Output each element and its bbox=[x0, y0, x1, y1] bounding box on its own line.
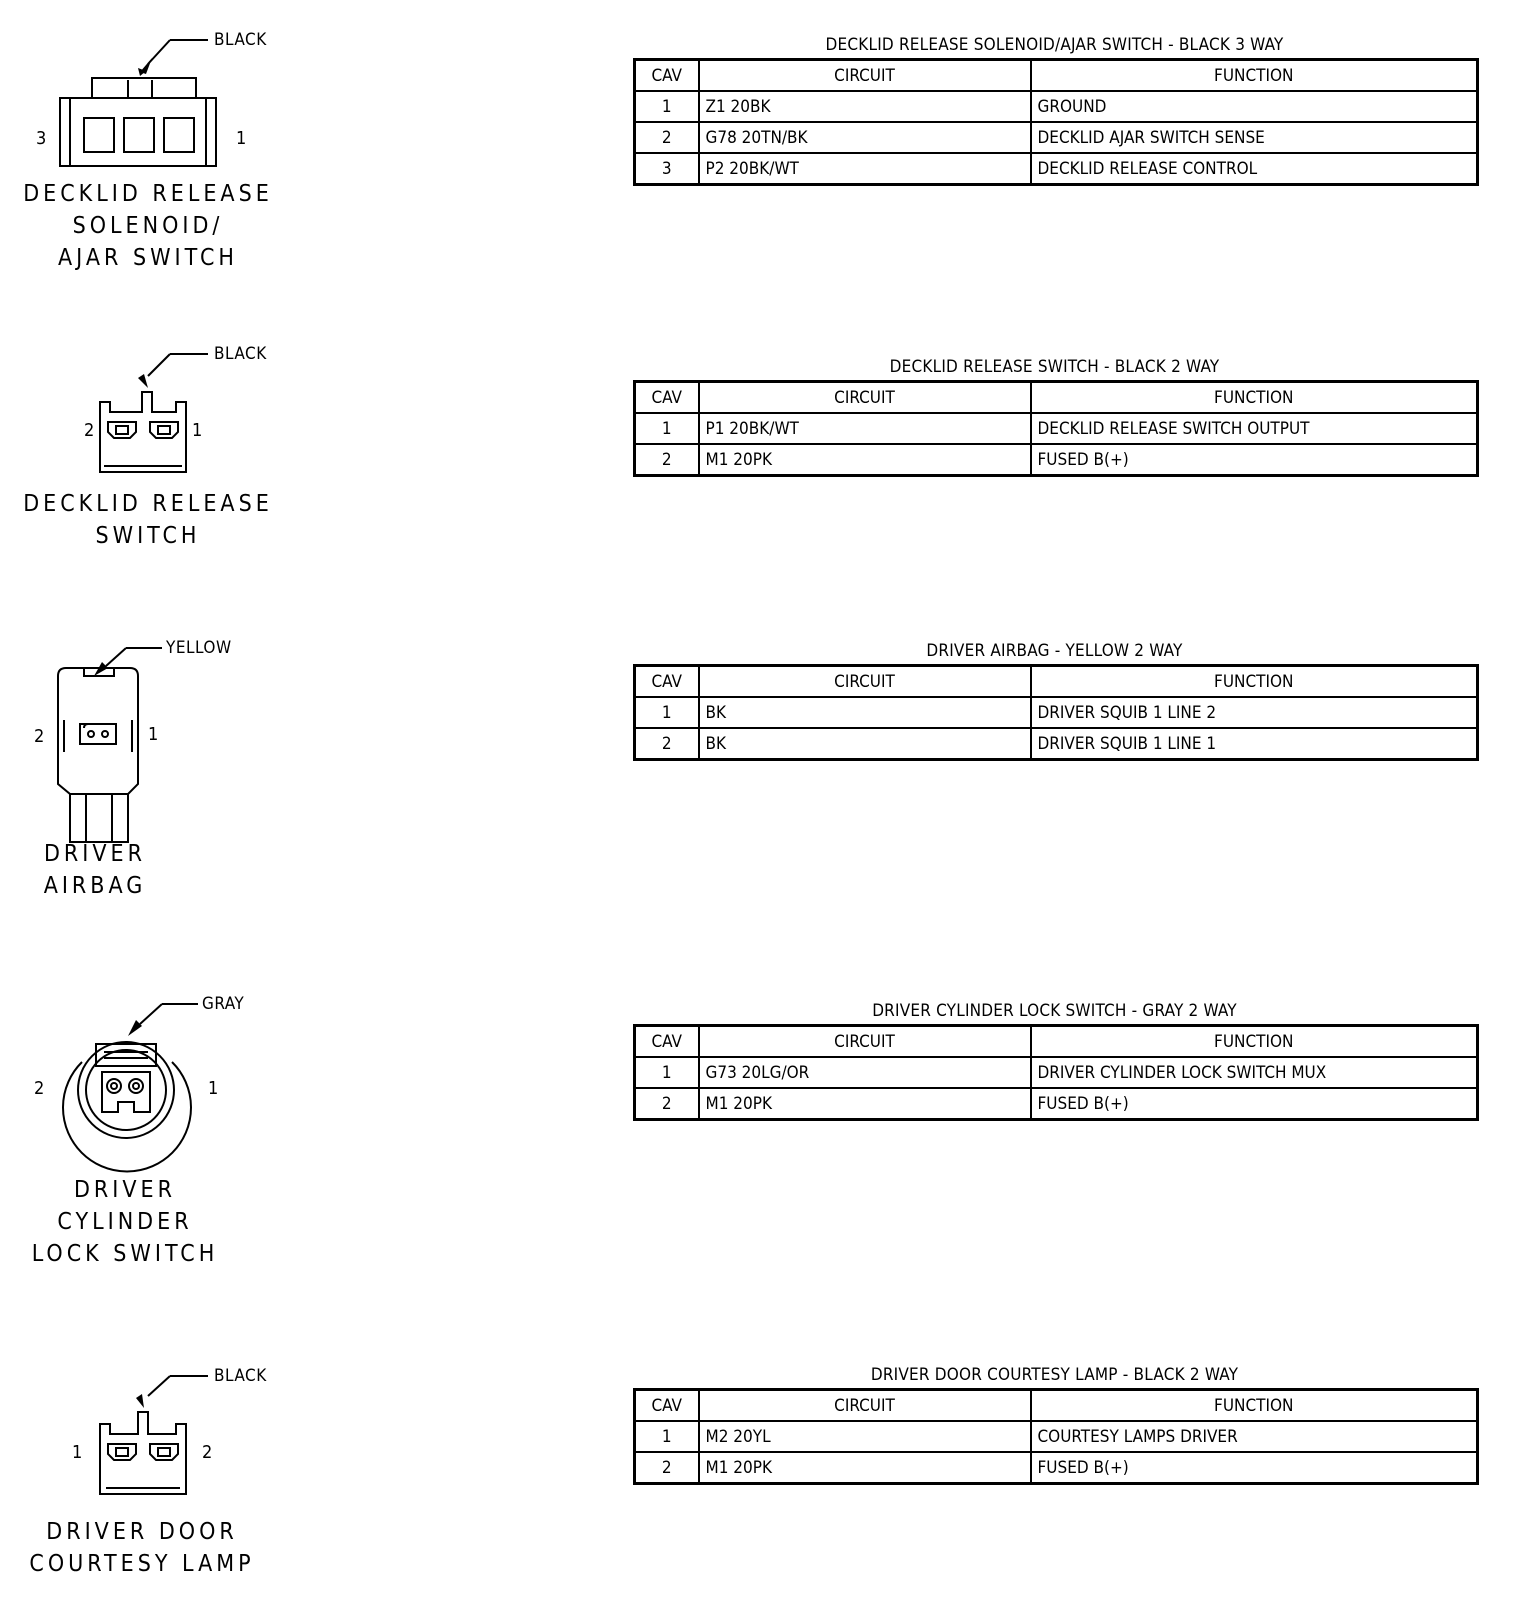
cavity-number-left: 1 bbox=[72, 1442, 83, 1463]
cell-function: DRIVER CYLINDER LOCK SWITCH MUX bbox=[1031, 1057, 1478, 1088]
cell-circuit: P1 20BK/WT bbox=[699, 413, 1031, 444]
cell-function: DRIVER SQUIB 1 LINE 1 bbox=[1031, 728, 1478, 760]
pinout-table bbox=[633, 58, 1479, 186]
cell-cav: 2 bbox=[635, 122, 699, 153]
cell-circuit: P2 20BK/WT bbox=[699, 153, 1031, 185]
connector-name-line: SOLENOID/ bbox=[72, 213, 224, 239]
cell-circuit: M2 20YL bbox=[699, 1421, 1031, 1452]
table-title: DRIVER CYLINDER LOCK SWITCH - GRAY 2 WAY bbox=[872, 1001, 1237, 1021]
table-row bbox=[635, 413, 1478, 444]
header-cav: CAV bbox=[635, 666, 699, 698]
cell-function: FUSED B(+) bbox=[1031, 1088, 1478, 1120]
table-title: DRIVER DOOR COURTESY LAMP - BLACK 2 WAY bbox=[870, 1365, 1239, 1385]
cavity-number-left: 2 bbox=[84, 420, 95, 441]
pinout-table bbox=[633, 1388, 1479, 1485]
connector-diagram-driver-airbag bbox=[0, 620, 300, 920]
cell-cav: 1 bbox=[635, 697, 699, 728]
connector-diagram-decklid-solenoid bbox=[0, 0, 300, 280]
connector-table-decklid-solenoid bbox=[633, 32, 1476, 186]
table-row bbox=[635, 1088, 1478, 1120]
header-function: FUNCTION bbox=[1031, 1390, 1478, 1422]
cell-cav: 1 bbox=[635, 1421, 699, 1452]
cavity-number-left: 2 bbox=[34, 1078, 45, 1099]
table-row bbox=[635, 1452, 1478, 1484]
connector-color-label: YELLOW bbox=[166, 638, 232, 658]
table-header-row bbox=[635, 1390, 1478, 1422]
connector-name-line: SWITCH bbox=[95, 523, 201, 549]
cell-cav: 1 bbox=[635, 91, 699, 122]
connector-name-line: DRIVER bbox=[43, 841, 146, 867]
table-row bbox=[635, 1057, 1478, 1088]
connector-table-decklid-switch bbox=[633, 354, 1476, 477]
cavity-number-right: 1 bbox=[208, 1078, 219, 1099]
table-title: DECKLID RELEASE SWITCH - BLACK 2 WAY bbox=[889, 357, 1220, 377]
header-circuit: CIRCUIT bbox=[699, 666, 1031, 698]
table-row bbox=[635, 728, 1478, 760]
connector-name bbox=[18, 488, 278, 552]
connector-color-label: BLACK bbox=[214, 30, 267, 50]
connector-diagram-decklid-switch bbox=[0, 340, 300, 560]
connector-name-line: DRIVER bbox=[73, 1177, 176, 1203]
cell-circuit: G73 20LG/OR bbox=[699, 1057, 1031, 1088]
connector-name bbox=[0, 1174, 250, 1270]
cell-function: FUSED B(+) bbox=[1031, 1452, 1478, 1484]
cell-cav: 2 bbox=[635, 1088, 699, 1120]
table-title: DRIVER AIRBAG - YELLOW 2 WAY bbox=[926, 641, 1183, 661]
cell-function: DECKLID RELEASE CONTROL bbox=[1031, 153, 1478, 185]
table-row bbox=[635, 91, 1478, 122]
table-row bbox=[635, 444, 1478, 476]
header-circuit: CIRCUIT bbox=[699, 1390, 1031, 1422]
cell-circuit: M1 20PK bbox=[699, 444, 1031, 476]
cavity-number-left: 3 bbox=[36, 128, 47, 149]
connector-table-cylinder-lock bbox=[633, 998, 1476, 1121]
cavity-number-right: 1 bbox=[236, 128, 247, 149]
connector-name-line: CYLINDER bbox=[57, 1209, 193, 1235]
header-cav: CAV bbox=[635, 60, 699, 92]
cell-cav: 1 bbox=[635, 1057, 699, 1088]
connector-diagram-cylinder-lock bbox=[0, 980, 300, 1280]
connector-color-label: BLACK bbox=[214, 344, 267, 364]
cell-circuit: M1 20PK bbox=[699, 1088, 1031, 1120]
connector-name-line: DECKLID RELEASE bbox=[23, 181, 273, 207]
connector-name bbox=[0, 838, 190, 902]
connector-name-line: DRIVER DOOR bbox=[46, 1519, 238, 1545]
connector-name bbox=[12, 1516, 272, 1580]
header-cav: CAV bbox=[635, 1026, 699, 1058]
header-cav: CAV bbox=[635, 1390, 699, 1422]
cell-function: GROUND bbox=[1031, 91, 1478, 122]
table-row bbox=[635, 697, 1478, 728]
cell-cav: 2 bbox=[635, 444, 699, 476]
header-function: FUNCTION bbox=[1031, 382, 1478, 414]
pinout-table bbox=[633, 380, 1479, 477]
cell-function: FUSED B(+) bbox=[1031, 444, 1478, 476]
connector-table-courtesy-lamp bbox=[633, 1362, 1476, 1485]
connector-table-driver-airbag bbox=[633, 638, 1476, 761]
cell-circuit: BK bbox=[699, 697, 1031, 728]
connector-diagram-courtesy-lamp bbox=[0, 1360, 300, 1590]
connector-name-line: AIRBAG bbox=[43, 873, 147, 899]
cell-cav: 2 bbox=[635, 728, 699, 760]
cavity-number-right: 1 bbox=[148, 724, 159, 745]
cavity-number-left: 2 bbox=[34, 726, 45, 747]
cell-function: DECKLID AJAR SWITCH SENSE bbox=[1031, 122, 1478, 153]
table-row bbox=[635, 153, 1478, 185]
header-function: FUNCTION bbox=[1031, 60, 1478, 92]
cell-function: DECKLID RELEASE SWITCH OUTPUT bbox=[1031, 413, 1478, 444]
connector-name-line: AJAR SWITCH bbox=[58, 245, 238, 271]
header-function: FUNCTION bbox=[1031, 1026, 1478, 1058]
table-title: DECKLID RELEASE SOLENOID/AJAR SWITCH - BLACK 3 WAY bbox=[825, 35, 1284, 55]
cell-circuit: BK bbox=[699, 728, 1031, 760]
connector-name-line: COURTESY LAMP bbox=[29, 1551, 255, 1577]
connector-name bbox=[18, 178, 278, 274]
pinout-table bbox=[633, 1024, 1479, 1121]
cell-circuit: Z1 20BK bbox=[699, 91, 1031, 122]
header-circuit: CIRCUIT bbox=[699, 1026, 1031, 1058]
cavity-number-right: 2 bbox=[202, 1442, 213, 1463]
header-cav: CAV bbox=[635, 382, 699, 414]
cell-cav: 1 bbox=[635, 413, 699, 444]
cell-cav: 2 bbox=[635, 1452, 699, 1484]
table-row bbox=[635, 1421, 1478, 1452]
table-row bbox=[635, 122, 1478, 153]
connector-name-line: LOCK SWITCH bbox=[31, 1241, 219, 1267]
table-header-row bbox=[635, 60, 1478, 92]
cavity-number-right: 1 bbox=[192, 420, 203, 441]
header-circuit: CIRCUIT bbox=[699, 60, 1031, 92]
cell-function: COURTESY LAMPS DRIVER bbox=[1031, 1421, 1478, 1452]
connector-color-label: GRAY bbox=[202, 994, 245, 1014]
cell-circuit: G78 20TN/BK bbox=[699, 122, 1031, 153]
pinout-table bbox=[633, 664, 1479, 761]
table-header-row bbox=[635, 1026, 1478, 1058]
connector-color-label: BLACK bbox=[214, 1366, 267, 1386]
cell-circuit: M1 20PK bbox=[699, 1452, 1031, 1484]
header-circuit: CIRCUIT bbox=[699, 382, 1031, 414]
table-header-row bbox=[635, 382, 1478, 414]
table-header-row bbox=[635, 666, 1478, 698]
header-function: FUNCTION bbox=[1031, 666, 1478, 698]
cell-function: DRIVER SQUIB 1 LINE 2 bbox=[1031, 697, 1478, 728]
cell-cav: 3 bbox=[635, 153, 699, 185]
connector-name-line: DECKLID RELEASE bbox=[23, 491, 273, 517]
